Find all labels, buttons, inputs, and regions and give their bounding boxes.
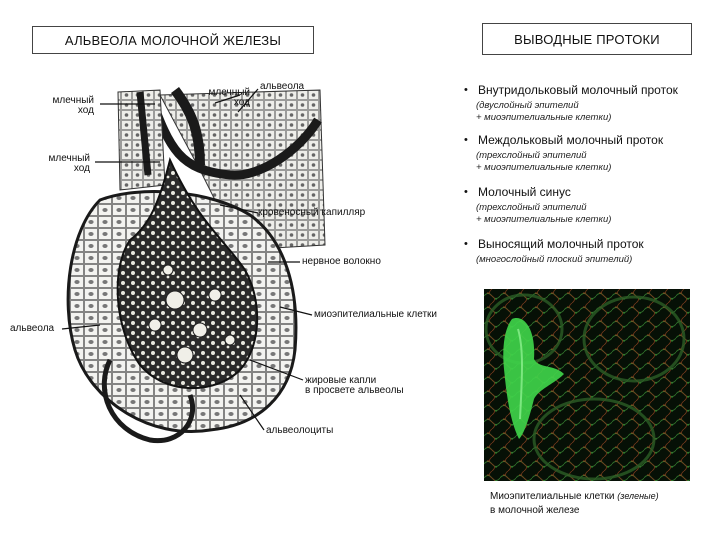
label-nerve: нервное волокно <box>302 256 381 267</box>
label-alveola-left: альвеола <box>10 323 55 334</box>
label-capillary: кровеносный капилляр <box>258 207 366 218</box>
label-myoepithelial: миоэпителиальные клетки <box>314 309 437 320</box>
label-fat-droplets: жировые капли в просвете альвеолы <box>305 375 404 396</box>
bullet-icon: • <box>464 134 468 146</box>
micrograph-caption: Миоэпителиальные клетки (зеленые) в молочной железе <box>490 491 659 516</box>
fluorescence-micrograph <box>484 289 690 481</box>
label-alveolocytes: альвеолоциты <box>266 425 334 436</box>
left-title: АЛЬВЕОЛА МОЛОЧНОЙ ЖЕЛЕЗЫ <box>32 26 314 54</box>
micrograph-image <box>484 289 690 481</box>
bullet-icon: • <box>464 84 468 96</box>
label-milk-duct-top: млечный ход <box>208 87 250 108</box>
bullet-icon: • <box>464 238 468 250</box>
bullet-icon: • <box>464 186 468 198</box>
right-title: ВЫВОДНЫЕ ПРОТОКИ <box>482 23 692 55</box>
label-alveola-top: альвеола <box>260 81 305 92</box>
label-milk-duct-left-1: млечный ход <box>52 95 94 116</box>
label-milk-duct-left-2: млечный ход <box>48 153 90 174</box>
